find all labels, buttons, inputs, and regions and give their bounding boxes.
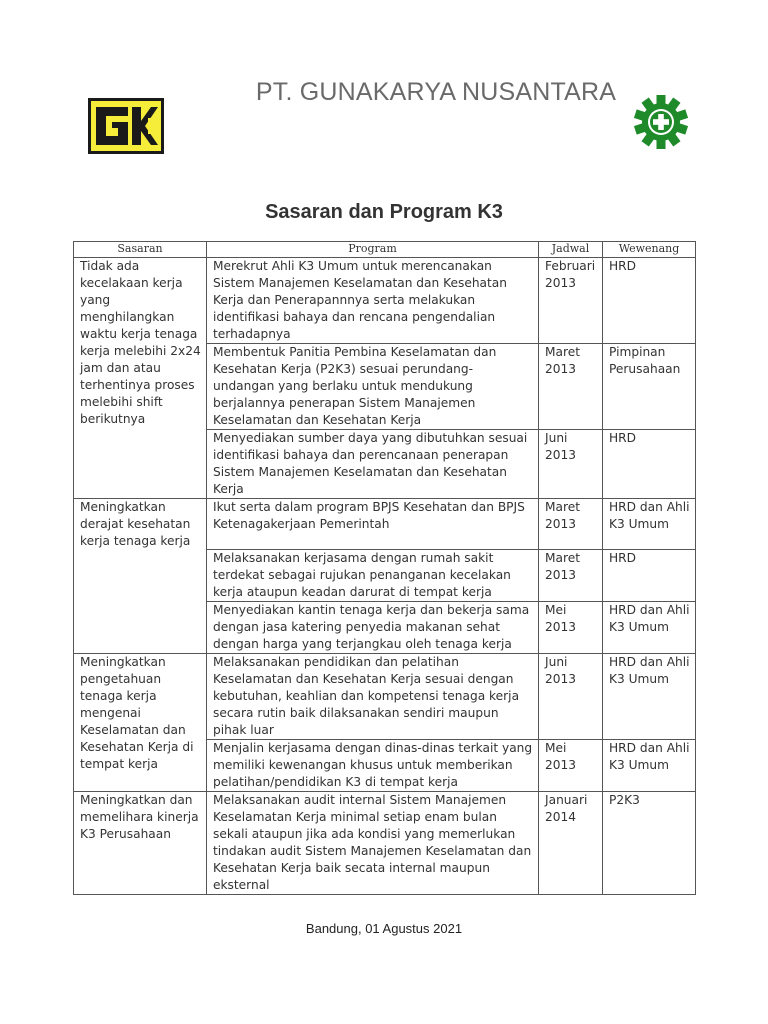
program-cell: Melaksanakan audit internal Sistem Manajemen Keselamatan Kerja minimal setiap enam bulan sekali ataupun jika ada kondisi yang memerlukan tindakan audit Sistem Manajemen Keselamatan dan Kesehatan Kerja baik secata internal maupun eksternal — [207, 792, 539, 895]
signature-place-date: Bandung, 01 Agustus 2021 — [305, 921, 463, 936]
program-cell: Menyediakan sumber daya yang dibutuhkan sesuai identifikasi bahaya dan perencanaan penerapan Sistem Manajemen Keselamatan dan Kesehatan Kerja — [207, 430, 539, 499]
jadwal-cell: Maret 2013 — [539, 344, 603, 430]
jadwal-cell: Maret 2013 — [539, 499, 603, 550]
document-title: Sasaran dan Program K3 — [265, 201, 503, 223]
program-cell: Melaksanakan pendidikan dan pelatihan Keselamatan dan Kesehatan Kerja sesuai dengan kebutuhan, keahlian dan kompetensi tenaga kerja secara rutin baik dilaksanakan sendiri maupun pihak luar — [207, 654, 539, 740]
jadwal-cell: Januari 2014 — [539, 792, 603, 895]
sasaran-cell: Meningkatkan pengetahuan tenaga kerja mengenai Keselamatan dan Kesehatan Kerja di tempat kerja — [74, 654, 207, 792]
program-cell: Ikut serta dalam program BPJS Kesehatan dan BPJS Ketenagakerjaan Pemerintah — [207, 499, 539, 550]
table-row — [74, 792, 696, 895]
jadwal-cell: Juni 2013 — [539, 654, 603, 740]
program-cell: Melaksanakan kerjasama dengan rumah sakit terdekat sebagai rujukan penanganan kecelakan kerja ataupun keadan darurat di tempat kerja — [207, 550, 539, 602]
sasaran-cell: Tidak ada kecelakaan kerja yang menghilangkan waktu kerja tenaga kerja melebihi 2x24 jam dan atau terhentinya proses melebihi shift berikutnya — [74, 258, 207, 499]
header-jadwal: Jadwal — [539, 242, 603, 258]
table-row — [74, 654, 696, 740]
header-sasaran: Sasaran — [74, 242, 207, 258]
jadwal-cell: Juni 2013 — [539, 430, 603, 499]
wewenang-cell: Pimpinan Perusahaan — [603, 344, 696, 430]
sasaran-cell: Meningkatkan derajat kesehatan kerja tenaga kerja — [74, 499, 207, 654]
table-row — [74, 499, 696, 550]
jadwal-cell: Mei 2013 — [539, 740, 603, 792]
k3-gear-cross-icon — [633, 94, 689, 150]
wewenang-cell: HRD dan Ahli K3 Umum — [603, 602, 696, 654]
program-cell: Membentuk Panitia Pembina Keselamatan dan Kesehatan Kerja (P2K3) sesuai perundang-undangan yang berlaku untuk mendukung berjalannya penerapan Sistem Manajemen Keselamatan dan Kesehatan Kerja — [207, 344, 539, 430]
k3-program-table — [73, 241, 696, 895]
jadwal-cell: Februari 2013 — [539, 258, 603, 344]
program-cell: Menjalin kerjasama dengan dinas-dinas terkait yang memiliki kewenangan khusus untuk memberikan pelatihan/pendidikan K3 di tempat kerja — [207, 740, 539, 792]
program-cell: Menyediakan kantin tenaga kerja dan bekerja sama dengan jasa katering penyedia makanan sehat dengan harga yang terjangkau oleh tenaga kerja — [207, 602, 539, 654]
wewenang-cell: HRD dan Ahli K3 Umum — [603, 499, 696, 550]
wewenang-cell: HRD — [603, 430, 696, 499]
wewenang-cell: HRD — [603, 550, 696, 602]
table-header-row — [74, 242, 696, 258]
sasaran-cell: Meningkatkan dan memelihara kinerja K3 Perusahaan — [74, 792, 207, 895]
header-wewenang: Wewenang — [603, 242, 696, 258]
wewenang-cell: HRD dan Ahli K3 Umum — [603, 654, 696, 740]
jadwal-cell: Maret 2013 — [539, 550, 603, 602]
table-row — [74, 258, 696, 344]
jadwal-cell: Mei 2013 — [539, 602, 603, 654]
wewenang-cell: HRD dan Ahli K3 Umum — [603, 740, 696, 792]
program-cell: Merekrut Ahli K3 Umum untuk merencanakan Sistem Manajemen Keselamatan dan Kesehatan Kerja dan Penerapannnya serta melakukan identifikasi bahaya dan rencana pengendalian terhadapnya — [207, 258, 539, 344]
company-name: PT. GUNAKARYA NUSANTARA — [255, 78, 617, 106]
header-program: Program — [207, 242, 539, 258]
wewenang-cell: P2K3 — [603, 792, 696, 895]
wewenang-cell: HRD — [603, 258, 696, 344]
